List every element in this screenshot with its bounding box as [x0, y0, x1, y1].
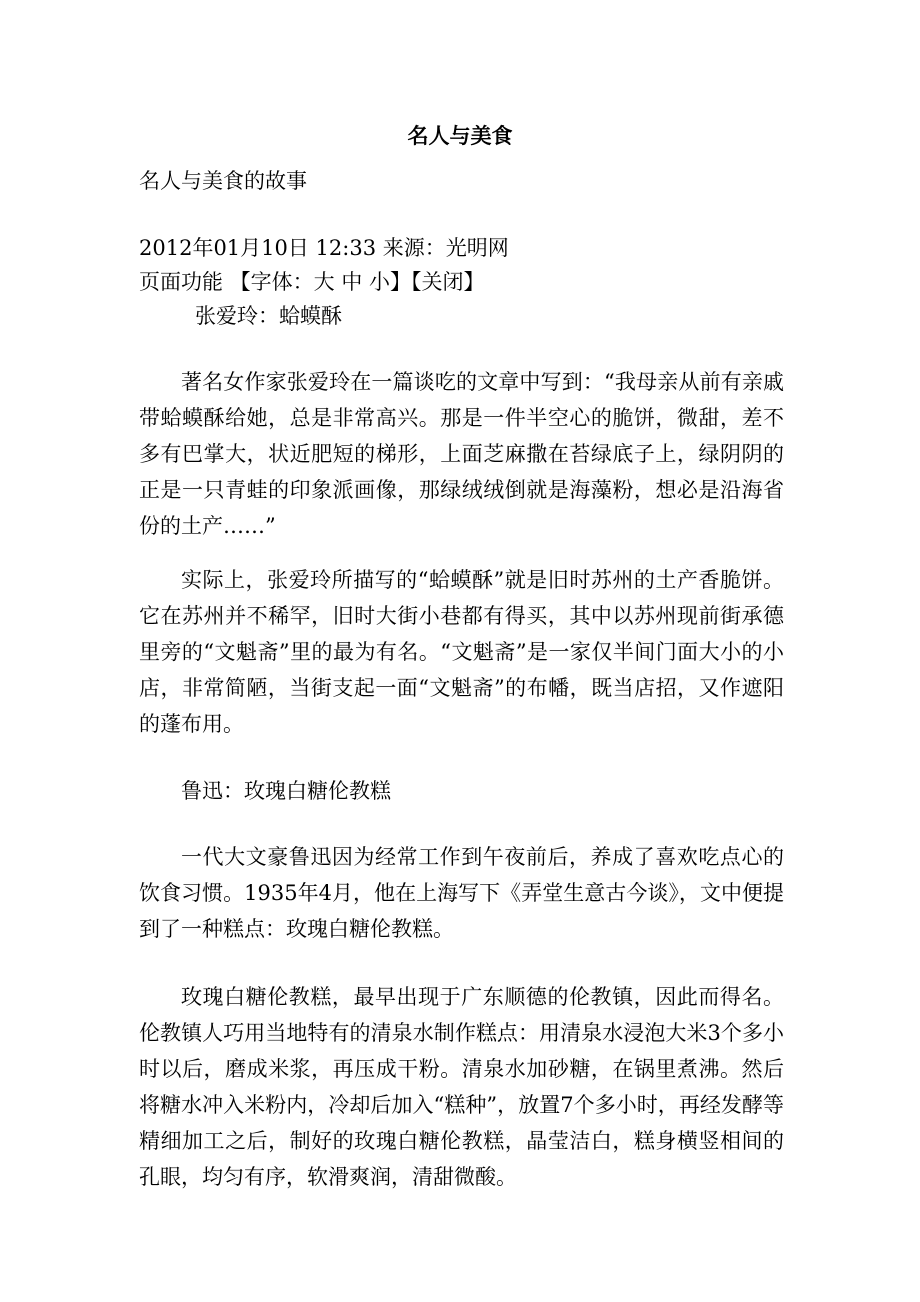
publish-meta: 2012年01月10日 12:33 来源：光明网: [139, 236, 509, 260]
paragraph-zhang-ailing-explanation: 实际上，张爱玲所描写的“蛤蟆酥”就是旧时苏州的土产香脆饼。它在苏州并不稀罕，旧时大街小巷都有得买，其中以苏州现前街承德里旁的“文魁斋”里的最为有名。“文魁斋”是一家仅半间门面大小的小店，非常简陋，当街支起一面“文魁斋”的布幡，既当店招，又作遮阳的蓬布用。: [139, 568, 784, 736]
paragraph-lu-xun-intro: 一代大文豪鲁迅因为经常工作到午夜前后，养成了喜欢吃点心的饮食习惯。1935年4月，他在上海写下《弄堂生意古今谈》，文中便提到了一种糕点：玫瑰白糖伦教糕。: [139, 845, 784, 941]
page-tools: 页面功能 【字体：大 中 小】【关闭】: [139, 270, 485, 294]
document-title: 名人与美食: [407, 123, 513, 148]
paragraph-zhang-ailing-quote: 著名女作家张爱玲在一篇谈吃的文章中写到：“我母亲从前有亲戚带蛤蟆酥给她，总是非常高兴。那是一件半空心的脆饼，微甜，差不多有巴掌大，状近肥短的梯形，上面芝麻撒在苔绿底子上，绿阴阴的正是一只青蛙的印象派画像，那绿绒绒倒就是海藻粉，想必是沿海省份的土产……”: [139, 370, 784, 538]
section-heading-zhang-ailing: 张爱玲：蛤蟆酥: [195, 304, 342, 328]
section-heading-lu-xun: 鲁迅：玫瑰白糖伦教糕: [181, 779, 391, 803]
subtitle: 名人与美食的故事: [139, 169, 307, 193]
paragraph-lun-jiao-cake: 玫瑰白糖伦教糕，最早出现于广东顺德的伦教镇，因此而得名。伦教镇人巧用当地特有的清泉水制作糕点：用清泉水浸泡大米3个多小时以后，磨成米浆，再压成干粉。清泉水加砂糖，在锅里煮沸。然后将糖水冲入米粉内，冷却后加入“糕种”，放置7个多小时，再经发酵等精细加工之后，制好的玫瑰白糖伦教糕，晶莹洁白，糕身横竖相间的孔眼，均匀有序，软滑爽润，清甜微酸。: [139, 985, 784, 1189]
